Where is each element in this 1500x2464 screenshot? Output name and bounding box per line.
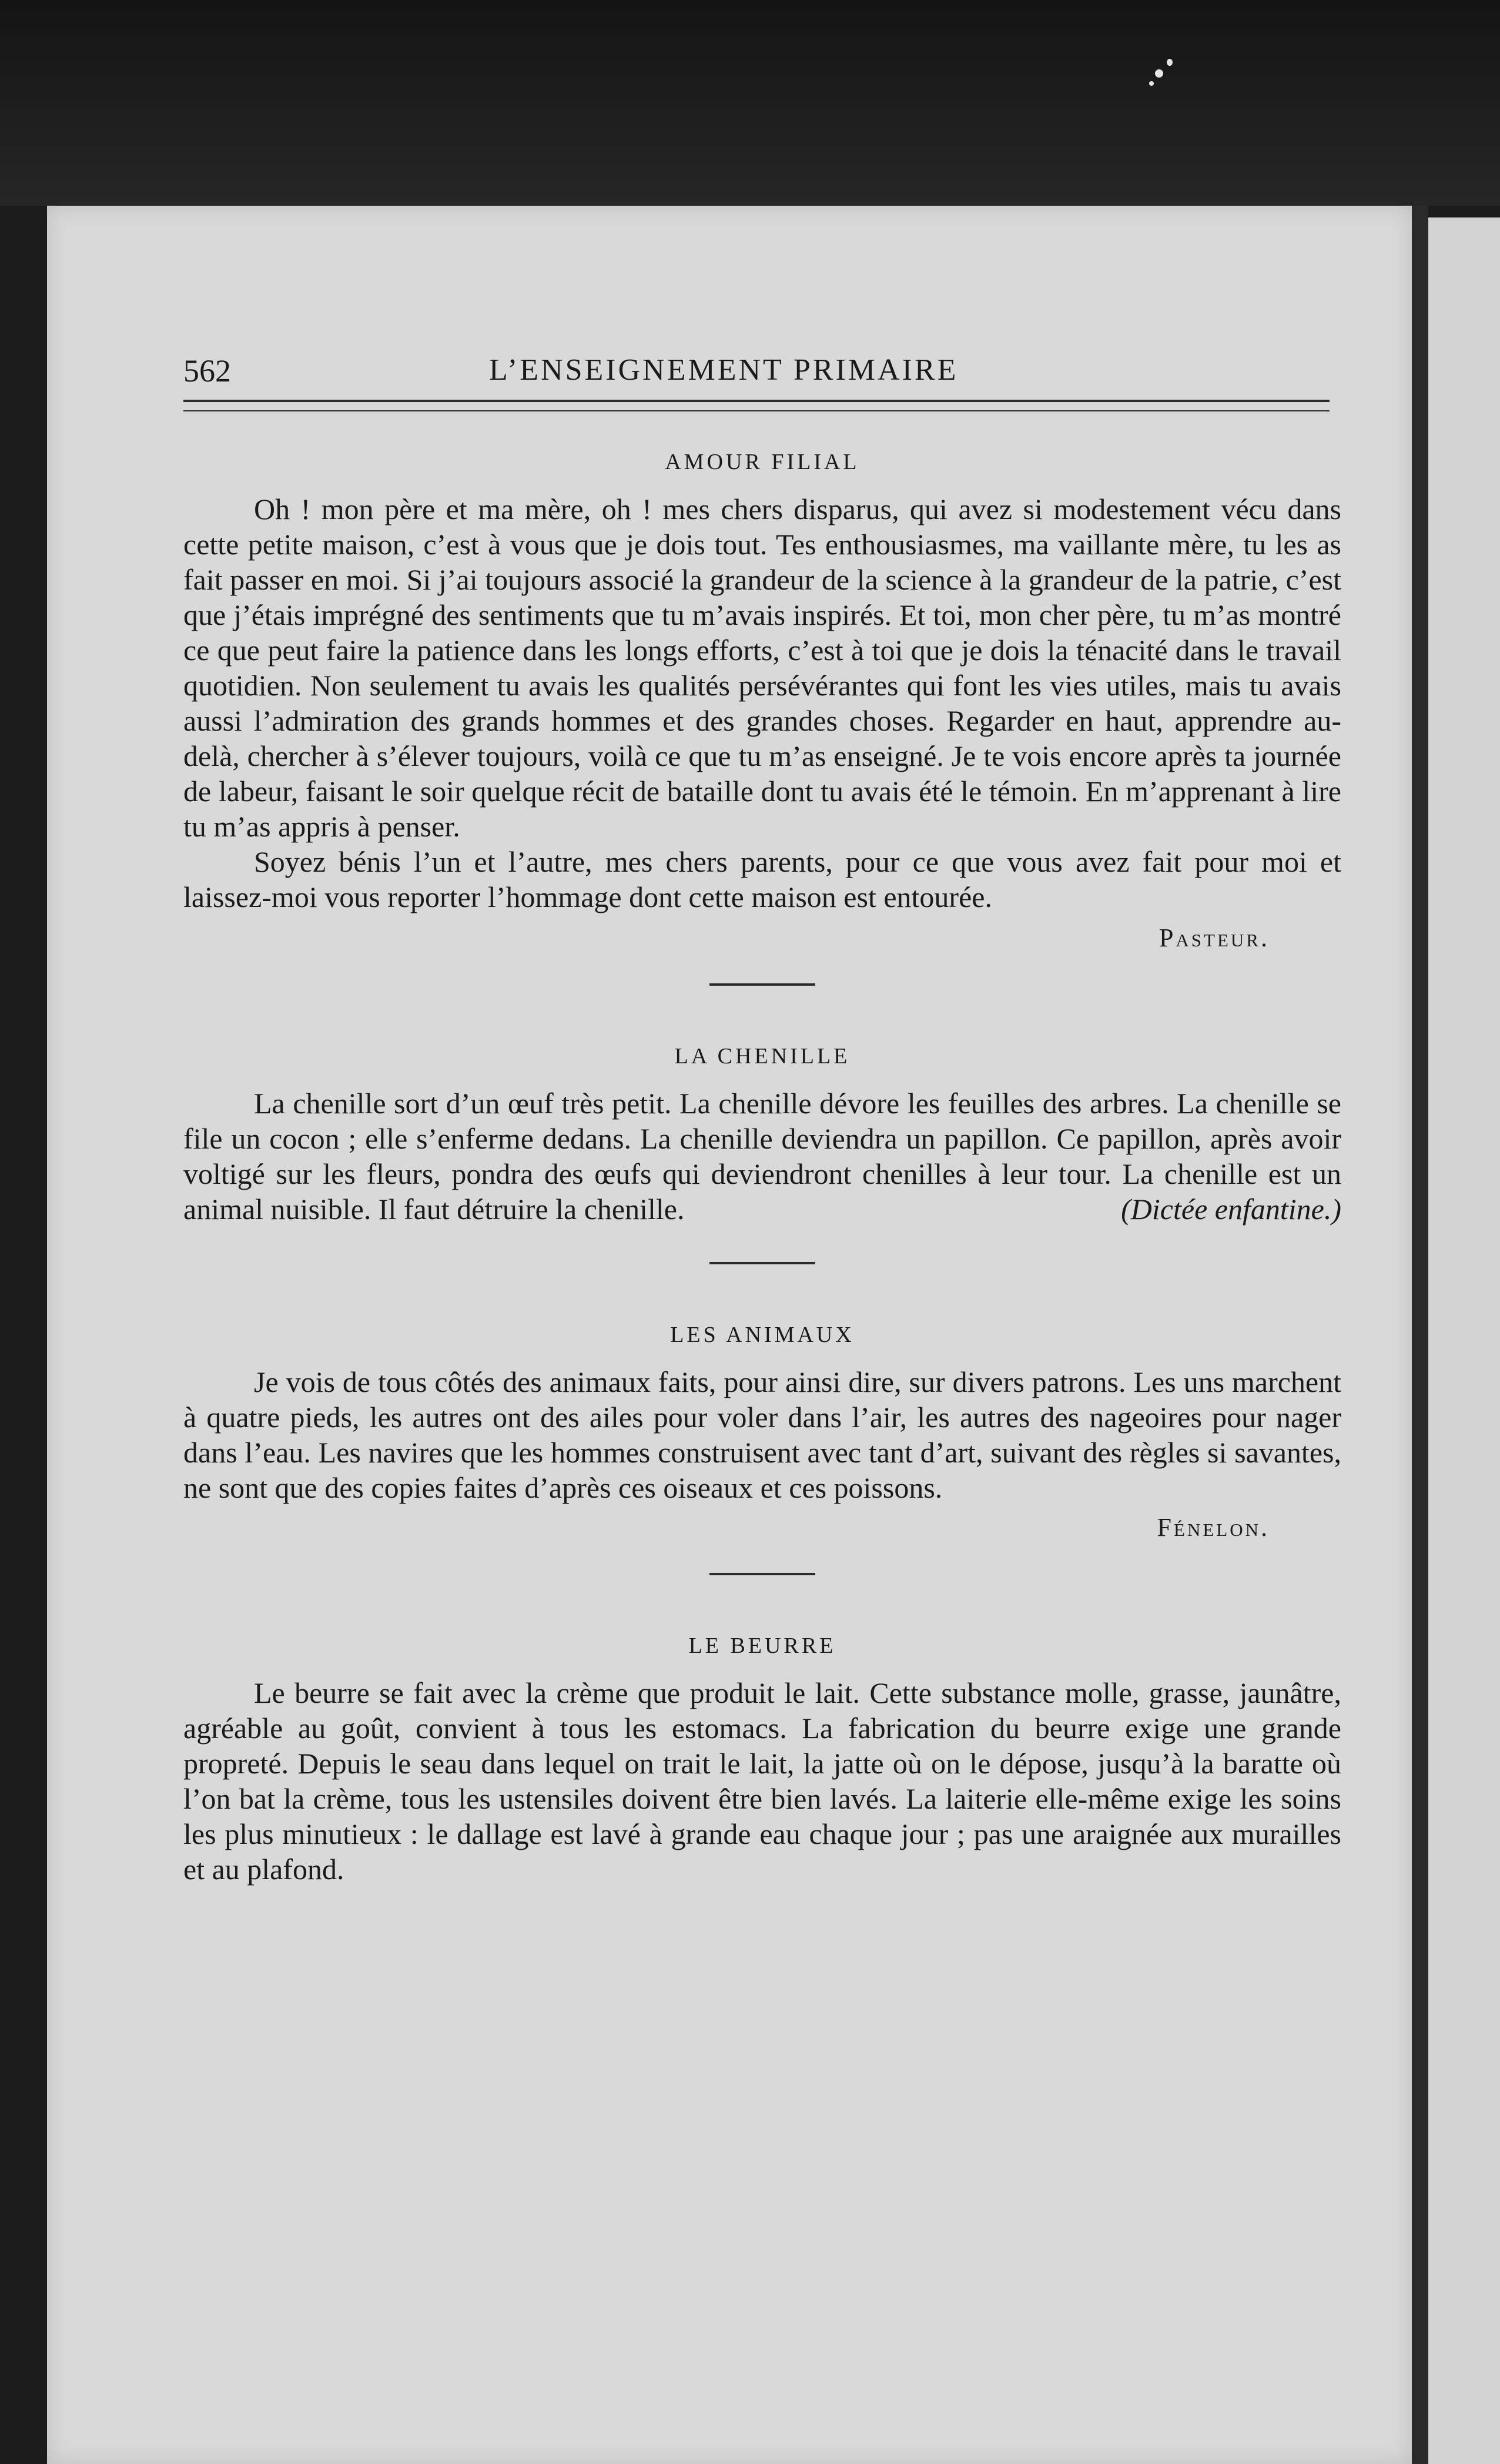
paragraph: Je vois de tous côtés des animaux faits, pour ainsi dire, sur divers patrons. Les uns marchent à quatre pieds, les autres ont des ailes pour voler dans l’air, les autres des nageoires pour nager dans l’eau. Les navires que les hommes construisent avec tant d’art, suivant des règles si savantes, ne sont que des copies faites d’après ces oiseaux et ces poissons. [183, 1365, 1341, 1504]
page-number: 562 [183, 353, 231, 389]
piece-title: LE BEURRE [688, 1633, 836, 1658]
piece-title: LA CHENILLE [674, 1044, 851, 1069]
paragraph: Soyez bénis l’un et l’autre, mes chers parents, pour ce que vous avez fait pour moi et laissez-moi vous reporter l’hommage dont cette maison est entourée. [183, 845, 1341, 913]
header-rule [183, 400, 1330, 411]
dust-specks [1143, 52, 1184, 99]
section-divider [709, 1262, 815, 1264]
source-attribution: (Dictée enfantine.) [1121, 1193, 1341, 1226]
piece-amour-filial [183, 449, 1341, 953]
paragraph: Oh ! mon père et ma mère, oh ! mes chers disparus, qui avez si modestement vécu dans cette petite maison, c’est à vous que je dois tout. Tes enthousiasmes, ma vaillante mère, tu les as fait passer en moi. Si j’ai toujours associé la grandeur de la science à la grandeur de la patrie, c’est que j’étais imprégné des sentiments que tu m’avais inspirés. Et toi, mon cher père, tu m’as montré ce que peut faire la patience dans les longs efforts, c’est à toi que je dois la ténacité dans le travail quotidien. Non seulement tu avais les qualités persévérantes qui font les vies utiles, mais tu avais aussi l’admiration des grands hommes et des grandes choses. Regarder en haut, apprendre au-delà, chercher à s’élever toujours, voilà ce que tu m’as enseigné. Je te vois encore après ta journée de labeur, faisant le soir quelque récit de bataille dont tu avais été le témoin. En m’apprenant à lire tu m’as appris à penser. [183, 493, 1341, 843]
page-content [183, 353, 1341, 1887]
piece-title: LES ANIMAUX [670, 1323, 855, 1347]
adjacent-page-edge [1428, 217, 1500, 2464]
journal-title: L’ENSEIGNEMENT PRIMAIRE [489, 353, 959, 387]
piece-title: AMOUR FILIAL [665, 450, 860, 474]
section-divider [709, 1573, 815, 1575]
author-signature: Pasteur. [1159, 923, 1270, 952]
paragraph-text: La chenille sort d’un œuf très petit. La chenille dévore les feuilles des arbres. La chenille se file un cocon ; elle s’enferme dedans. La chenille deviendra un papillon. Ce papillon, après avoir voltigé sur les fleurs, pondra des œufs qui deviendront chenilles à leur tour. La chenille est un animal nuisible. Il faut détruire la chenille. [183, 1087, 1341, 1226]
author-signature: Fénelon. [1157, 1513, 1270, 1542]
piece-le-beurre [183, 1633, 1341, 1887]
piece-les-animaux [183, 1322, 1341, 1542]
page-gutter [1412, 206, 1428, 2464]
running-head [183, 353, 1341, 400]
paragraph [183, 1086, 1341, 1227]
scan-background [0, 0, 1500, 206]
paragraph: Le beurre se fait avec la crème que produit le lait. Cette substance molle, grasse, jaunâtre, agréable au goût, convient à tous les estomacs. La fabrication du beurre exige une grande propreté. Depuis le seau dans lequel on trait le lait, la jatte où on le dépose, jusqu’à la baratte où l’on bat la crème, tous les ustensiles doivent être bien lavés. La laiterie elle-même exige les soins les plus minutieux : le dallage est lavé à grande eau chaque jour ; pas une araignée aux murailles et au plafond. [183, 1676, 1341, 1886]
section-divider [709, 983, 815, 986]
piece-la-chenille [183, 1043, 1341, 1227]
